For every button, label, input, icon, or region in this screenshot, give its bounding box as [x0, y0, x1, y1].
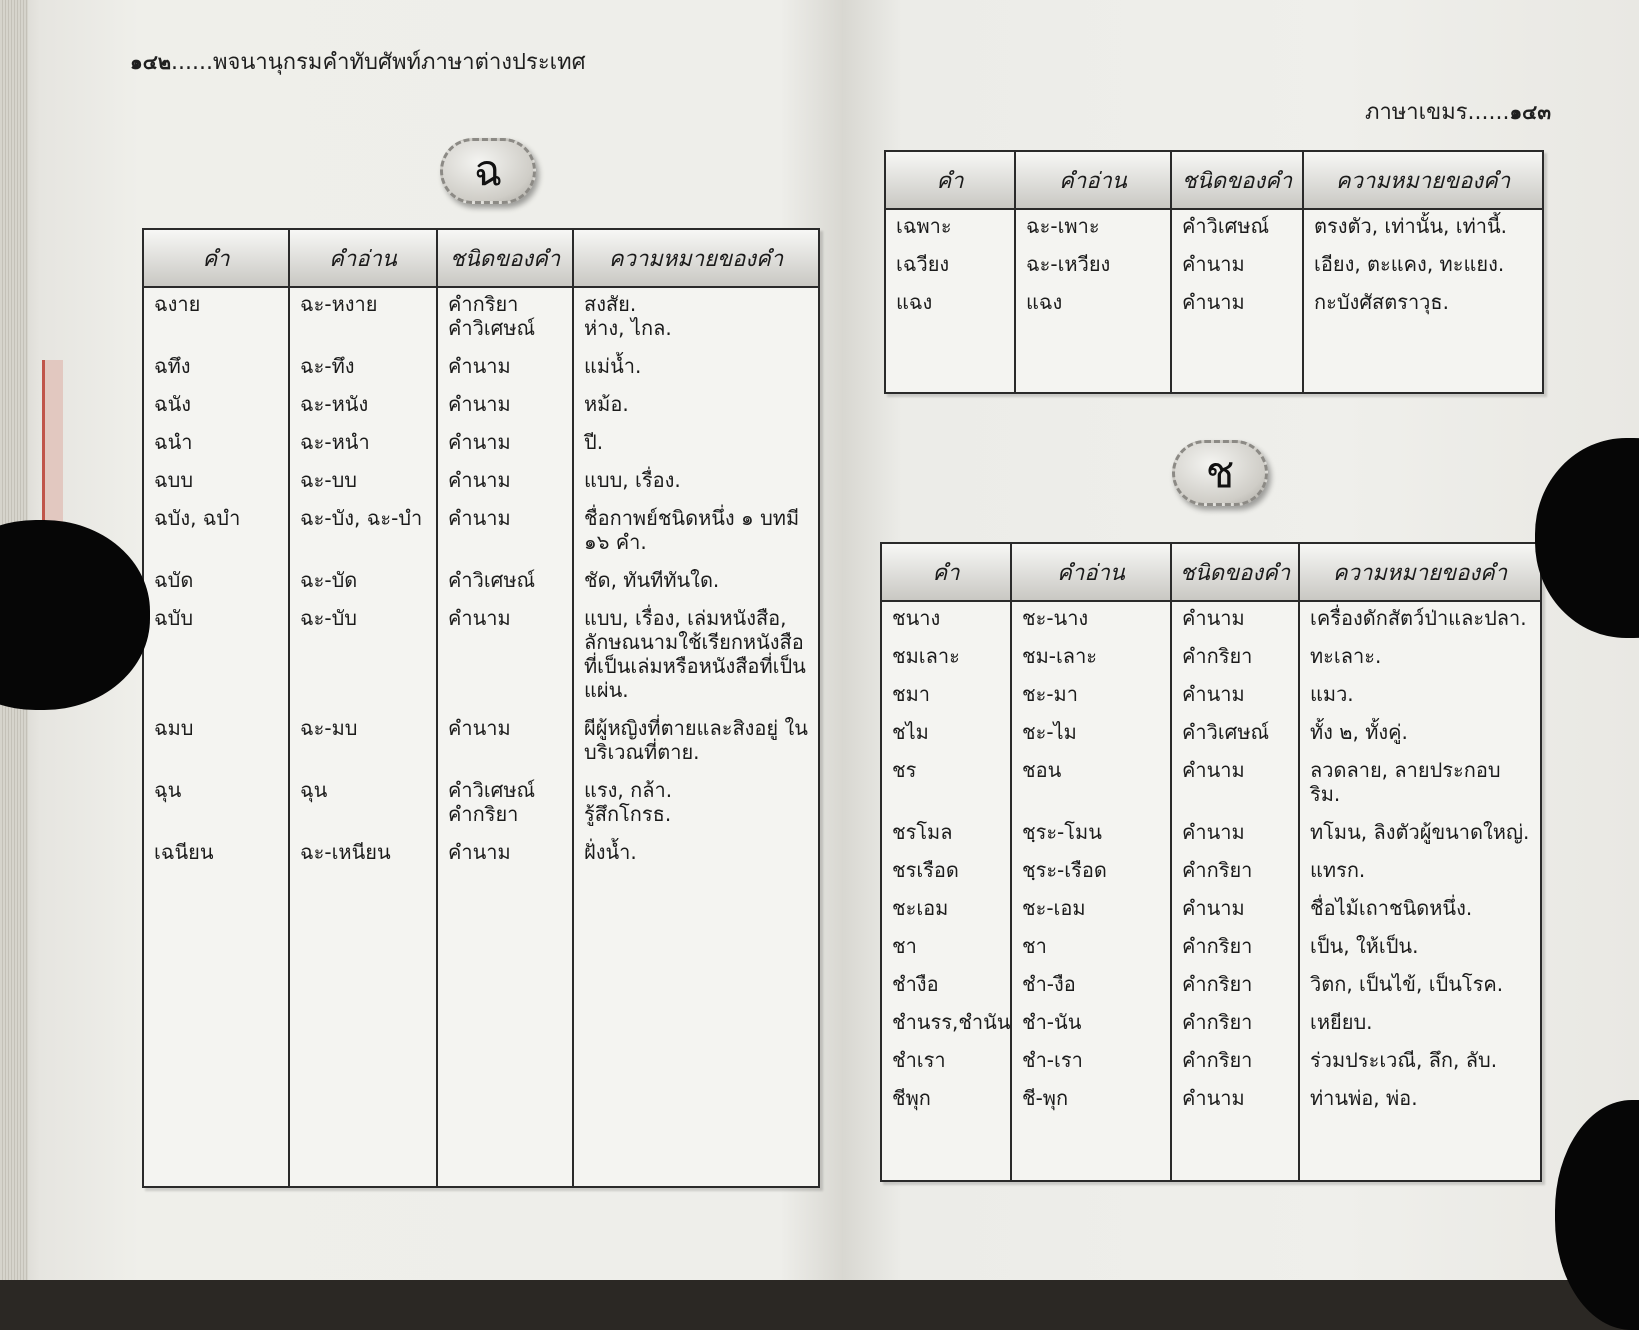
- entry-reading: ชำ-เรา: [1022, 1048, 1083, 1072]
- entry-word: เฉวียง: [896, 252, 950, 276]
- entry-meaning: วิตก, เป็นไข้, เป็นโรค.: [1310, 972, 1504, 996]
- entry-reading-cell: [1015, 209, 1171, 248]
- entry-reading: ชะ-ไม: [1022, 720, 1077, 744]
- entry-meaning-cell: [1303, 209, 1543, 248]
- entry-meaning: ลวดลาย, ลายประกอบริม.: [1310, 758, 1501, 806]
- column-header: ความหมายของคำ: [1303, 151, 1543, 209]
- entry-meaning: แรง, กล้า.: [584, 778, 673, 802]
- table-row: [143, 388, 819, 426]
- entry-meaning-cell: [1299, 1044, 1541, 1082]
- right-running-header: [1365, 94, 1551, 129]
- entry-reading: แฉง: [1026, 290, 1063, 314]
- entry-word: ฉุน: [154, 778, 182, 802]
- entry-meaning: สงสัย.: [584, 292, 637, 316]
- entry-meaning-cell: [573, 388, 819, 426]
- entry-reading: ฉะ-ทึง: [300, 354, 355, 378]
- entry-part-of-speech-cell: [1171, 1006, 1299, 1044]
- entry-part-of-speech-cell: [437, 564, 573, 602]
- entry-part-of-speech-cell: [437, 350, 573, 388]
- table-row: [881, 1082, 1541, 1120]
- entry-reading-cell: [1011, 1044, 1171, 1082]
- entry-meaning-cell: [573, 774, 819, 836]
- entry-part-of-speech: คำกริยา: [1182, 1010, 1253, 1034]
- entry-part-of-speech: คำนาม: [448, 392, 511, 416]
- table-filler-row: [143, 874, 819, 1187]
- table-filler-row: [885, 324, 1543, 393]
- entry-part-of-speech: คำกริยา: [1182, 858, 1253, 882]
- entry-reading: ฉะ-บัด: [300, 568, 358, 592]
- entry-meaning: เอียง, ตะแคง, ทะแยง.: [1314, 252, 1505, 276]
- entry-meaning-cell: [573, 712, 819, 774]
- entry-word: แฉง: [896, 290, 933, 314]
- entry-reading: ฉะ-หงาย: [300, 292, 378, 316]
- entry-reading-cell: [289, 836, 437, 874]
- entry-word: เฉพาะ: [896, 214, 952, 238]
- entry-reading-cell: [289, 464, 437, 502]
- entry-part-of-speech: คำนาม: [1182, 252, 1245, 276]
- entry-meaning: ร่วมประเวณี, ลึก, ลับ.: [1310, 1048, 1498, 1072]
- entry-part-of-speech-cell: [1171, 754, 1299, 816]
- entry-reading: ชา: [1022, 934, 1047, 958]
- filler-cell: [1171, 1120, 1299, 1181]
- entry-part-of-speech: คำนาม: [1182, 820, 1245, 844]
- entry-part-of-speech-cell: [1171, 601, 1299, 640]
- entry-part-of-speech: คำนาม: [1182, 896, 1245, 920]
- entry-reading-cell: [1011, 854, 1171, 892]
- entry-part-of-speech: คำนาม: [448, 506, 511, 530]
- entry-meaning-cell: [573, 426, 819, 464]
- right-page-number: ๑๔๓: [1509, 100, 1551, 124]
- entry-word: ชนาง: [892, 606, 941, 630]
- table-row: [143, 350, 819, 388]
- entry-reading-cell: [1011, 930, 1171, 968]
- entry-part-of-speech: คำนาม: [448, 468, 511, 492]
- entry-part-of-speech: คำวิเศษณ์: [448, 568, 536, 592]
- entry-meaning: ฝั่งน้ำ.: [584, 840, 637, 864]
- entry-meaning-cell: [573, 464, 819, 502]
- column-header: คำอ่าน: [289, 229, 437, 287]
- entry-reading-cell: [1011, 1082, 1171, 1120]
- entry-part-of-speech: คำวิเศษณ์: [1182, 214, 1270, 238]
- table-row: [881, 640, 1541, 678]
- entry-meaning-cell: [573, 564, 819, 602]
- entry-part-of-speech-cell: [1171, 209, 1303, 248]
- entry-reading: ฉะ-เหวียง: [1026, 252, 1111, 276]
- entry-word-cell: [881, 816, 1011, 854]
- entry-word: ชา: [892, 934, 917, 958]
- table-row: [143, 464, 819, 502]
- entry-meaning-cell: [1299, 892, 1541, 930]
- entry-meaning: แมว.: [1310, 682, 1354, 706]
- table-row: [881, 754, 1541, 816]
- entry-part-of-speech-cell: [437, 774, 573, 836]
- entry-part-of-speech-cell: [437, 836, 573, 874]
- entry-reading: ชม-เลาะ: [1022, 644, 1098, 668]
- entry-word-cell: [143, 712, 289, 774]
- column-header: คำอ่าน: [1015, 151, 1171, 209]
- entry-meaning-cell: [1299, 1082, 1541, 1120]
- entry-meaning: ตรงตัว, เท่านั้น, เท่านี้.: [1314, 214, 1508, 238]
- filler-cell: [881, 1120, 1011, 1181]
- entry-word: ชำนรร,ชำนัน: [892, 1010, 1011, 1034]
- filler-cell: [1299, 1120, 1541, 1181]
- table-row: [143, 712, 819, 774]
- table-row: [881, 678, 1541, 716]
- filler-cell: [1015, 324, 1171, 393]
- filler-cell: [437, 874, 573, 1187]
- table-row: [881, 1044, 1541, 1082]
- table-row: [143, 426, 819, 464]
- entry-meaning: หม้อ.: [584, 392, 629, 416]
- table-filler-row: [881, 1120, 1541, 1181]
- entry-word-cell: [143, 388, 289, 426]
- entry-reading-cell: [289, 426, 437, 464]
- entry-meaning: ผีผู้หญิงที่ตายและสิงอยู่ ในบริเวณที่ตาย.: [584, 716, 808, 764]
- table-row: [881, 601, 1541, 640]
- entry-word-cell: [881, 892, 1011, 930]
- entry-part-of-speech-cell: [1171, 1044, 1299, 1082]
- entry-reading-cell: [289, 564, 437, 602]
- entry-word-cell: [881, 968, 1011, 1006]
- entry-reading-cell: [289, 287, 437, 350]
- entry-part-of-speech: คำนาม: [448, 840, 511, 864]
- table-row: [143, 836, 819, 874]
- entry-reading-cell: [1011, 892, 1171, 930]
- entry-meaning-cell: [1299, 678, 1541, 716]
- section-letter-badge: ฉ: [440, 138, 536, 204]
- filler-cell: [1171, 324, 1303, 393]
- entry-word: ชมเลาะ: [892, 644, 960, 668]
- entry-word-cell: [885, 248, 1015, 286]
- table-row: [885, 286, 1543, 324]
- entry-part-of-speech-cell: [1171, 854, 1299, 892]
- table-row: [881, 816, 1541, 854]
- entry-part-of-speech: คำวิเศษณ์: [448, 316, 536, 340]
- entry-word-cell: [143, 564, 289, 602]
- entry-word-cell: [143, 350, 289, 388]
- entry-part-of-speech-cell: [1171, 248, 1303, 286]
- column-header: คำ: [881, 543, 1011, 601]
- entry-reading-cell: [289, 712, 437, 774]
- entry-word-cell: [881, 754, 1011, 816]
- entry-word: ชไม: [892, 720, 929, 744]
- entry-meaning-cell: [1299, 716, 1541, 754]
- entry-part-of-speech: คำนาม: [448, 354, 511, 378]
- entry-word: ฉบบ: [154, 468, 194, 492]
- entry-word: ชำเรา: [892, 1048, 946, 1072]
- entry-word: ฉมบ: [154, 716, 194, 740]
- entry-word-cell: [881, 1044, 1011, 1082]
- table-header-row: [881, 543, 1541, 601]
- entry-meaning-cell: [1303, 286, 1543, 324]
- entry-word-cell: [143, 287, 289, 350]
- table-row: [143, 502, 819, 564]
- table-header-row: [143, 229, 819, 287]
- entry-reading-cell: [289, 602, 437, 712]
- table-row: [143, 287, 819, 350]
- dictionary-table: [142, 228, 820, 1188]
- entry-word-cell: [143, 836, 289, 874]
- entry-part-of-speech: คำนาม: [1182, 290, 1245, 314]
- entry-part-of-speech: คำกริยา: [1182, 644, 1253, 668]
- table-row: [881, 892, 1541, 930]
- entry-meaning-cell: [1299, 640, 1541, 678]
- entry-meaning: ท่านพ่อ, พ่อ.: [1310, 1086, 1418, 1110]
- entry-word: ชรเรือด: [892, 858, 959, 882]
- table-row: [881, 968, 1541, 1006]
- left-running-header: [130, 44, 586, 79]
- entry-reading: ชำ-นัน: [1022, 1010, 1082, 1034]
- entry-part-of-speech: คำกริยา: [1182, 934, 1253, 958]
- entry-reading: ชฺระ-โมน: [1022, 820, 1102, 844]
- right-running-title: ภาษาเขมร......: [1364, 100, 1510, 125]
- column-header: ชนิดของคำ: [1171, 151, 1303, 209]
- filler-cell: [885, 324, 1015, 393]
- entry-word-cell: [881, 1006, 1011, 1044]
- entry-reading-cell: [289, 774, 437, 836]
- entry-meaning: ชื่อไม้เถาชนิดหนึ่ง.: [1310, 896, 1473, 920]
- column-header: คำ: [885, 151, 1015, 209]
- entry-meaning-cell: [573, 836, 819, 874]
- entry-word: ชำงือ: [892, 972, 939, 996]
- entry-word-cell: [143, 502, 289, 564]
- entry-reading-cell: [1011, 968, 1171, 1006]
- entry-meaning: แม่น้ำ.: [584, 354, 642, 378]
- entry-part-of-speech-cell: [437, 388, 573, 426]
- entry-word: เฉนียน: [154, 840, 214, 864]
- entry-word-cell: [881, 678, 1011, 716]
- entry-reading-cell: [289, 350, 437, 388]
- entry-part-of-speech-cell: [1171, 678, 1299, 716]
- entry-part-of-speech: คำกริยา: [448, 802, 519, 826]
- filler-cell: [573, 874, 819, 1187]
- entry-reading-cell: [289, 388, 437, 426]
- entry-word-cell: [881, 640, 1011, 678]
- column-header: คำ: [143, 229, 289, 287]
- entry-meaning: ปี.: [584, 430, 604, 454]
- entry-meaning: ทะเลาะ.: [1310, 644, 1382, 668]
- entry-part-of-speech-cell: [1171, 286, 1303, 324]
- entry-meaning-cell: [573, 287, 819, 350]
- entry-meaning: แบบ, เรื่อง.: [584, 468, 681, 492]
- entry-word-cell: [881, 930, 1011, 968]
- column-header: ชนิดของคำ: [1171, 543, 1299, 601]
- entry-meaning-cell: [1299, 1006, 1541, 1044]
- entry-meaning: แทรก.: [1310, 858, 1366, 882]
- entry-meaning: เหยียบ.: [1310, 1010, 1373, 1034]
- entry-word: ฉบัง, ฉบำ: [154, 506, 241, 530]
- entry-part-of-speech-cell: [1171, 640, 1299, 678]
- entry-word-cell: [143, 774, 289, 836]
- entry-meaning-cell: [1303, 248, 1543, 286]
- entry-part-of-speech-cell: [1171, 1082, 1299, 1120]
- table-row: [143, 602, 819, 712]
- entry-meaning-cell: [1299, 854, 1541, 892]
- entry-meaning-cell: [573, 502, 819, 564]
- table-row: [885, 248, 1543, 286]
- table-row: [881, 716, 1541, 754]
- entry-meaning-cell: [1299, 601, 1541, 640]
- entry-meaning: แบบ, เรื่อง, เล่มหนังสือ, ลักษณนามใช้เรียกหนังสือ ที่เป็นเล่มหรือหนังสือที่เป็น แผ่น.: [584, 606, 806, 702]
- entry-word-cell: [881, 601, 1011, 640]
- entry-word: ฉงาย: [154, 292, 201, 316]
- column-header: ความหมายของคำ: [573, 229, 819, 287]
- entry-reading: ฉะ-หนัง: [300, 392, 369, 416]
- entry-reading: ชะ-มา: [1022, 682, 1078, 706]
- entry-word-cell: [885, 286, 1015, 324]
- entry-part-of-speech: คำกริยา: [1182, 972, 1253, 996]
- entry-part-of-speech-cell: [437, 502, 573, 564]
- entry-word: ชีพุก: [892, 1086, 931, 1110]
- entry-reading-cell: [1011, 1006, 1171, 1044]
- filler-cell: [143, 874, 289, 1187]
- entry-word: ชรโมล: [892, 820, 953, 844]
- entry-part-of-speech-cell: [437, 287, 573, 350]
- entry-reading: ฉะ-บัง, ฉะ-บำ: [300, 506, 423, 530]
- entry-part-of-speech: คำวิเศษณ์: [448, 778, 536, 802]
- entry-meaning: ห่าง, ไกล.: [584, 316, 672, 340]
- entry-word-cell: [881, 854, 1011, 892]
- entry-reading-cell: [289, 502, 437, 564]
- entry-reading-cell: [1011, 816, 1171, 854]
- entry-meaning: รู้สึกโกรธ.: [584, 802, 672, 826]
- entry-reading: ชำ-งือ: [1022, 972, 1076, 996]
- entry-part-of-speech: คำนาม: [1182, 1086, 1245, 1110]
- filler-cell: [1011, 1120, 1171, 1181]
- entry-word: ฉทึง: [154, 354, 191, 378]
- entry-meaning: เครื่องดักสัตว์ป่าและปลา.: [1310, 606, 1527, 630]
- right-page: [842, 0, 1639, 1280]
- entry-part-of-speech-cell: [1171, 930, 1299, 968]
- left-running-title: ......พจนานุกรมคำทับศัพท์ภาษาต่างประเทศ: [171, 50, 586, 75]
- entry-part-of-speech-cell: [1171, 968, 1299, 1006]
- entry-part-of-speech: คำนาม: [1182, 758, 1245, 782]
- entry-reading: ชอน: [1022, 758, 1062, 782]
- entry-reading: ฉะ-มบ: [300, 716, 358, 740]
- entry-word-cell: [881, 1082, 1011, 1120]
- entry-meaning-cell: [1299, 816, 1541, 854]
- table-row: [143, 774, 819, 836]
- entry-reading-cell: [1011, 640, 1171, 678]
- entry-part-of-speech-cell: [437, 602, 573, 712]
- entry-reading: ฉะ-เพาะ: [1026, 214, 1100, 238]
- entry-part-of-speech: คำนาม: [448, 716, 511, 740]
- entry-part-of-speech-cell: [437, 712, 573, 774]
- entry-part-of-speech: คำนาม: [448, 606, 511, 630]
- entry-word-cell: [143, 426, 289, 464]
- left-page-number: ๑๔๒: [130, 50, 172, 74]
- entry-word-cell: [885, 209, 1015, 248]
- entry-meaning: ชัด, ทันทีทันใด.: [584, 568, 720, 592]
- table-row: [881, 1006, 1541, 1044]
- table-header-row: [885, 151, 1543, 209]
- entry-part-of-speech-cell: [437, 426, 573, 464]
- filler-cell: [1303, 324, 1543, 393]
- entry-part-of-speech: คำกริยา: [1182, 1048, 1253, 1072]
- dictionary-table: [880, 542, 1542, 1182]
- entry-reading-cell: [1011, 601, 1171, 640]
- dictionary-table: [884, 150, 1544, 394]
- entry-reading-cell: [1015, 248, 1171, 286]
- entry-reading-cell: [1011, 754, 1171, 816]
- table-row: [143, 564, 819, 602]
- entry-word: ชร: [892, 758, 917, 782]
- edge-stamp: [42, 360, 63, 530]
- entry-word-cell: [143, 464, 289, 502]
- column-header: ความหมายของคำ: [1299, 543, 1541, 601]
- entry-word: ชมา: [892, 682, 930, 706]
- entry-part-of-speech: คำนาม: [448, 430, 511, 454]
- filler-cell: [289, 874, 437, 1187]
- entry-part-of-speech-cell: [437, 464, 573, 502]
- entry-reading: ฉะ-หนำ: [300, 430, 370, 454]
- entry-reading: ชี-พุก: [1022, 1086, 1069, 1110]
- entry-part-of-speech-cell: [1171, 716, 1299, 754]
- entry-reading-cell: [1011, 678, 1171, 716]
- entry-part-of-speech-cell: [1171, 816, 1299, 854]
- entry-reading: ฉะ-บบ: [300, 468, 357, 492]
- entry-word: ฉบับ: [154, 606, 194, 630]
- entry-reading-cell: [1011, 716, 1171, 754]
- entry-reading: ชะ-เอม: [1022, 896, 1086, 920]
- entry-word: ฉนัง: [154, 392, 192, 416]
- entry-meaning-cell: [573, 350, 819, 388]
- column-header: คำอ่าน: [1011, 543, 1171, 601]
- table-row: [881, 930, 1541, 968]
- entry-reading: ชฺระ-เรือด: [1022, 858, 1107, 882]
- entry-meaning-cell: [573, 602, 819, 712]
- entry-reading-cell: [1015, 286, 1171, 324]
- entry-reading: ฉะ-บับ: [300, 606, 357, 630]
- entry-meaning-cell: [1299, 930, 1541, 968]
- entry-meaning: เป็น, ให้เป็น.: [1310, 934, 1419, 958]
- entry-meaning-cell: [1299, 754, 1541, 816]
- entry-meaning-cell: [1299, 968, 1541, 1006]
- entry-reading: ฉะ-เหนียน: [300, 840, 391, 864]
- entry-word: ฉบัด: [154, 568, 194, 592]
- entry-word: ฉนำ: [154, 430, 193, 454]
- entry-part-of-speech: คำนาม: [1182, 682, 1245, 706]
- column-header: ชนิดของคำ: [437, 229, 573, 287]
- table-row: [885, 209, 1543, 248]
- entry-meaning: ทั้ง ๒, ทั้งคู่.: [1310, 720, 1408, 744]
- entry-part-of-speech: คำกริยา: [448, 292, 519, 316]
- entry-meaning: กะบังศัสตราวุธ.: [1314, 290, 1449, 314]
- entry-part-of-speech: คำวิเศษณ์: [1182, 720, 1270, 744]
- entry-reading: ฉุน: [300, 778, 328, 802]
- entry-reading: ชะ-นาง: [1022, 606, 1089, 630]
- entry-part-of-speech: คำนาม: [1182, 606, 1245, 630]
- section-letter-badge: ช: [1172, 440, 1268, 506]
- entry-word-cell: [143, 602, 289, 712]
- entry-word: ชะเอม: [892, 896, 949, 920]
- table-row: [881, 854, 1541, 892]
- entry-meaning: ชื่อกาพย์ชนิดหนึ่ง ๑ บทมี ๑๖ คำ.: [584, 506, 800, 554]
- entry-part-of-speech-cell: [1171, 892, 1299, 930]
- entry-meaning: ทโมน, ลิงตัวผู้ขนาดใหญ่.: [1310, 820, 1530, 844]
- entry-word-cell: [881, 716, 1011, 754]
